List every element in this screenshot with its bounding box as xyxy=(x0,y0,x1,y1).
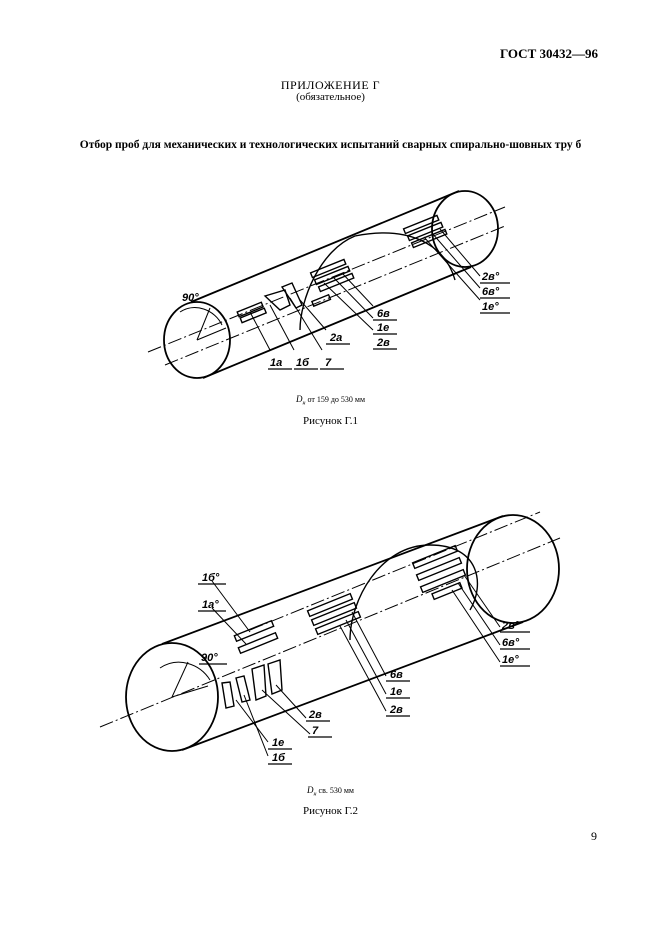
fig1-label: 6в° xyxy=(482,286,500,298)
fig2-label: 2в xyxy=(390,704,403,716)
standard-number: ГОСТ 30432—96 xyxy=(499,46,598,61)
fig2-angle-label: 90° xyxy=(201,652,218,664)
fig1-label: 1е xyxy=(377,322,390,334)
appendix-subtitle: (обязательное) xyxy=(296,91,365,103)
fig2-label: 1а° xyxy=(202,599,219,611)
fig2-label: 1е xyxy=(272,737,285,749)
fig2-label: 2в° xyxy=(502,620,520,632)
fig2-label: 1б xyxy=(272,752,285,764)
fig2-label: 7 xyxy=(312,725,319,737)
fig2-label: 6в xyxy=(390,669,403,681)
fig2-label: 1е° xyxy=(502,654,519,666)
fig1-label: 2в° xyxy=(482,271,500,283)
fig2-title: Рисунок Г.2 xyxy=(302,805,359,817)
fig1-label: 1е° xyxy=(482,301,499,313)
fig2-label: 2в xyxy=(309,709,322,721)
fig2-label: 1б° xyxy=(202,572,220,584)
fig2-label: 1е xyxy=(390,686,403,698)
appendix-title: ПРИЛОЖЕНИЕ Г xyxy=(280,78,381,92)
fig1-title: Рисунок Г.1 xyxy=(302,415,359,427)
fig2-label: 6в° xyxy=(502,637,520,649)
fig1-label: 2а xyxy=(330,332,343,344)
page-number: 9 xyxy=(591,829,597,843)
fig2-dimension-caption: $D_н$ св. 530 мм xyxy=(307,785,354,798)
figure-1-pipe xyxy=(148,191,510,378)
fig1-label: 2в xyxy=(377,337,390,349)
fig1-label: 6в xyxy=(377,308,390,320)
fig1-label: 1б xyxy=(296,357,309,369)
fig1-label: 7 xyxy=(325,357,332,369)
section-heading: Отбор проб для механических и технологических испытаний сварных спирально-шовных тру б xyxy=(79,139,582,151)
fig1-dimension-caption: $D_н$ от 159 до 530 мм xyxy=(295,394,366,407)
fig1-label: 1а xyxy=(270,357,283,369)
figure-2-pipe xyxy=(100,512,560,764)
fig1-angle-label: 90° xyxy=(182,292,199,304)
